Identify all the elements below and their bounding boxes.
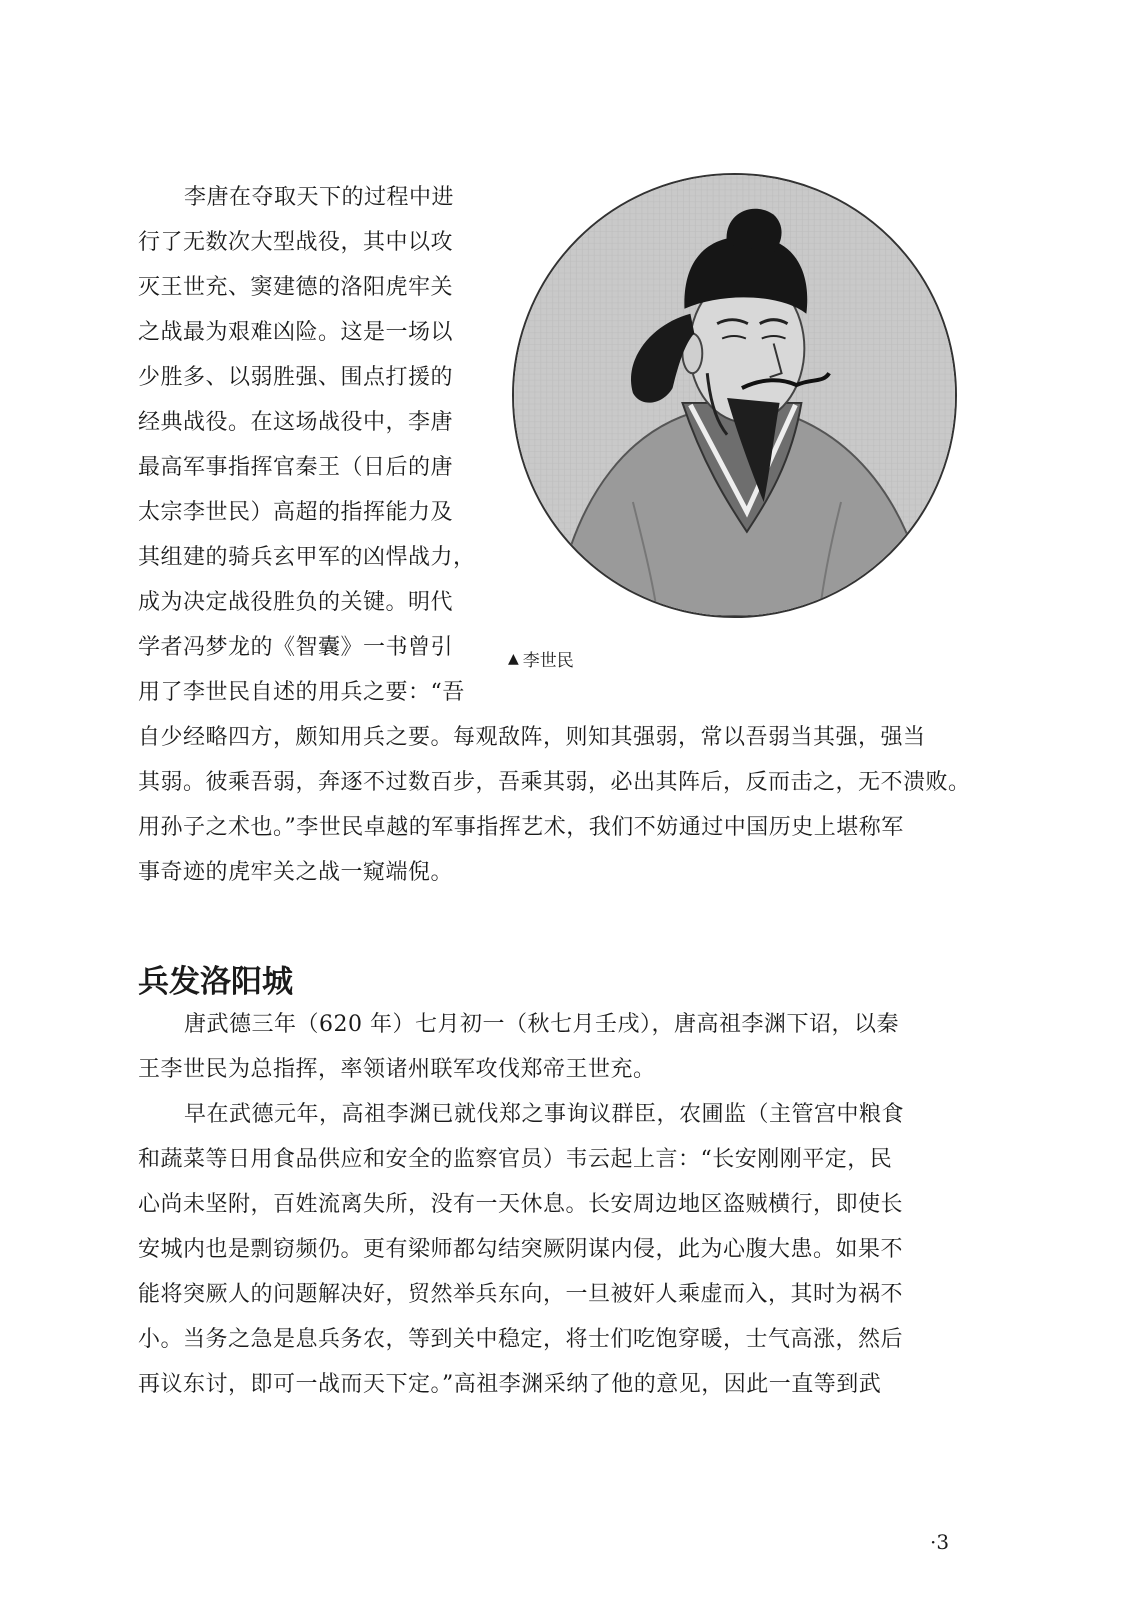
body-line: 再议东讨，即可一战而天下定。”高祖李渊采纳了他的意见，因此一直等到武 xyxy=(138,1372,882,1397)
caption-text: 李世民 xyxy=(522,651,574,671)
intro-line: 其组建的骑兵玄甲军的凶悍战力， xyxy=(138,545,476,570)
body-line: 心尚未坚附，百姓流离失所，没有一天休息。长安周边地区盗贼横行，即使长 xyxy=(138,1192,904,1217)
caption-triangle-icon: ▲ xyxy=(508,650,519,667)
intro-line: 行了无数次大型战役，其中以攻 xyxy=(138,230,454,255)
portrait-image xyxy=(512,173,957,618)
intro-line: 成为决定战役胜负的关键。明代 xyxy=(138,590,454,615)
body-line: 早在武德元年，高祖李渊已就伐郑之事询议群臣，农圃监（主管宫中粮食 xyxy=(184,1102,905,1127)
intro-line: 太宗李世民）高超的指挥能力及 xyxy=(138,500,454,525)
page-number: ·3 xyxy=(930,1530,950,1554)
body-line: 能将突厥人的问题解决好，贸然举兵东向，一旦被奸人乘虚而入，其时为祸不 xyxy=(138,1282,904,1307)
intro-line: 自少经略四方，颇知用兵之要。每观敌阵，则知其强弱，常以吾弱当其强，强当 xyxy=(138,725,926,750)
intro-line: 少胜多、以弱胜强、围点打援的 xyxy=(138,365,454,390)
section-heading: 兵发洛阳城 xyxy=(138,964,293,1000)
body-line: 唐武德三年（620 年）七月初一（秋七月壬戌），唐高祖李渊下诏，以秦 xyxy=(184,1012,899,1037)
portrait-illustration xyxy=(514,175,955,616)
intro-line: 用了李世民自述的用兵之要：“吾 xyxy=(138,680,465,705)
intro-line: 学者冯梦龙的《智囊》一书曾引 xyxy=(138,635,454,660)
intro-line: 最高军事指挥官秦王（日后的唐 xyxy=(138,455,454,480)
intro-line: 用孙子之术也。”李世民卓越的军事指挥艺术，我们不妨通过中国历史上堪称军 xyxy=(138,815,904,840)
body-line: 安城内也是剽窃频仍。更有梁师都勾结突厥阴谋内侵，此为心腹大患。如果不 xyxy=(138,1237,904,1262)
intro-line: 之战最为艰难凶险。这是一场以 xyxy=(138,320,454,345)
intro-line: 事奇迹的虎牢关之战一窥端倪。 xyxy=(138,860,454,885)
intro-line: 其弱。彼乘吾弱，奔逐不过数百步，吾乘其弱，必出其阵后，反而击之，无不溃败。 xyxy=(138,770,971,795)
body-line: 王李世民为总指挥，率领诸州联军攻伐郑帝王世充。 xyxy=(138,1057,656,1082)
intro-line: 李唐在夺取天下的过程中进 xyxy=(184,185,455,210)
intro-line: 灭王世充、窦建德的洛阳虎牢关 xyxy=(138,275,454,300)
figure-caption xyxy=(508,646,574,671)
body-line: 小。当务之急是息兵务农，等到关中稳定，将士们吃饱穿暖，士气高涨，然后 xyxy=(138,1327,904,1352)
body-line: 和蔬菜等日用食品供应和安全的监察官员）韦云起上言：“长安刚刚平定，民 xyxy=(138,1147,893,1172)
intro-line: 经典战役。在这场战役中，李唐 xyxy=(138,410,454,435)
